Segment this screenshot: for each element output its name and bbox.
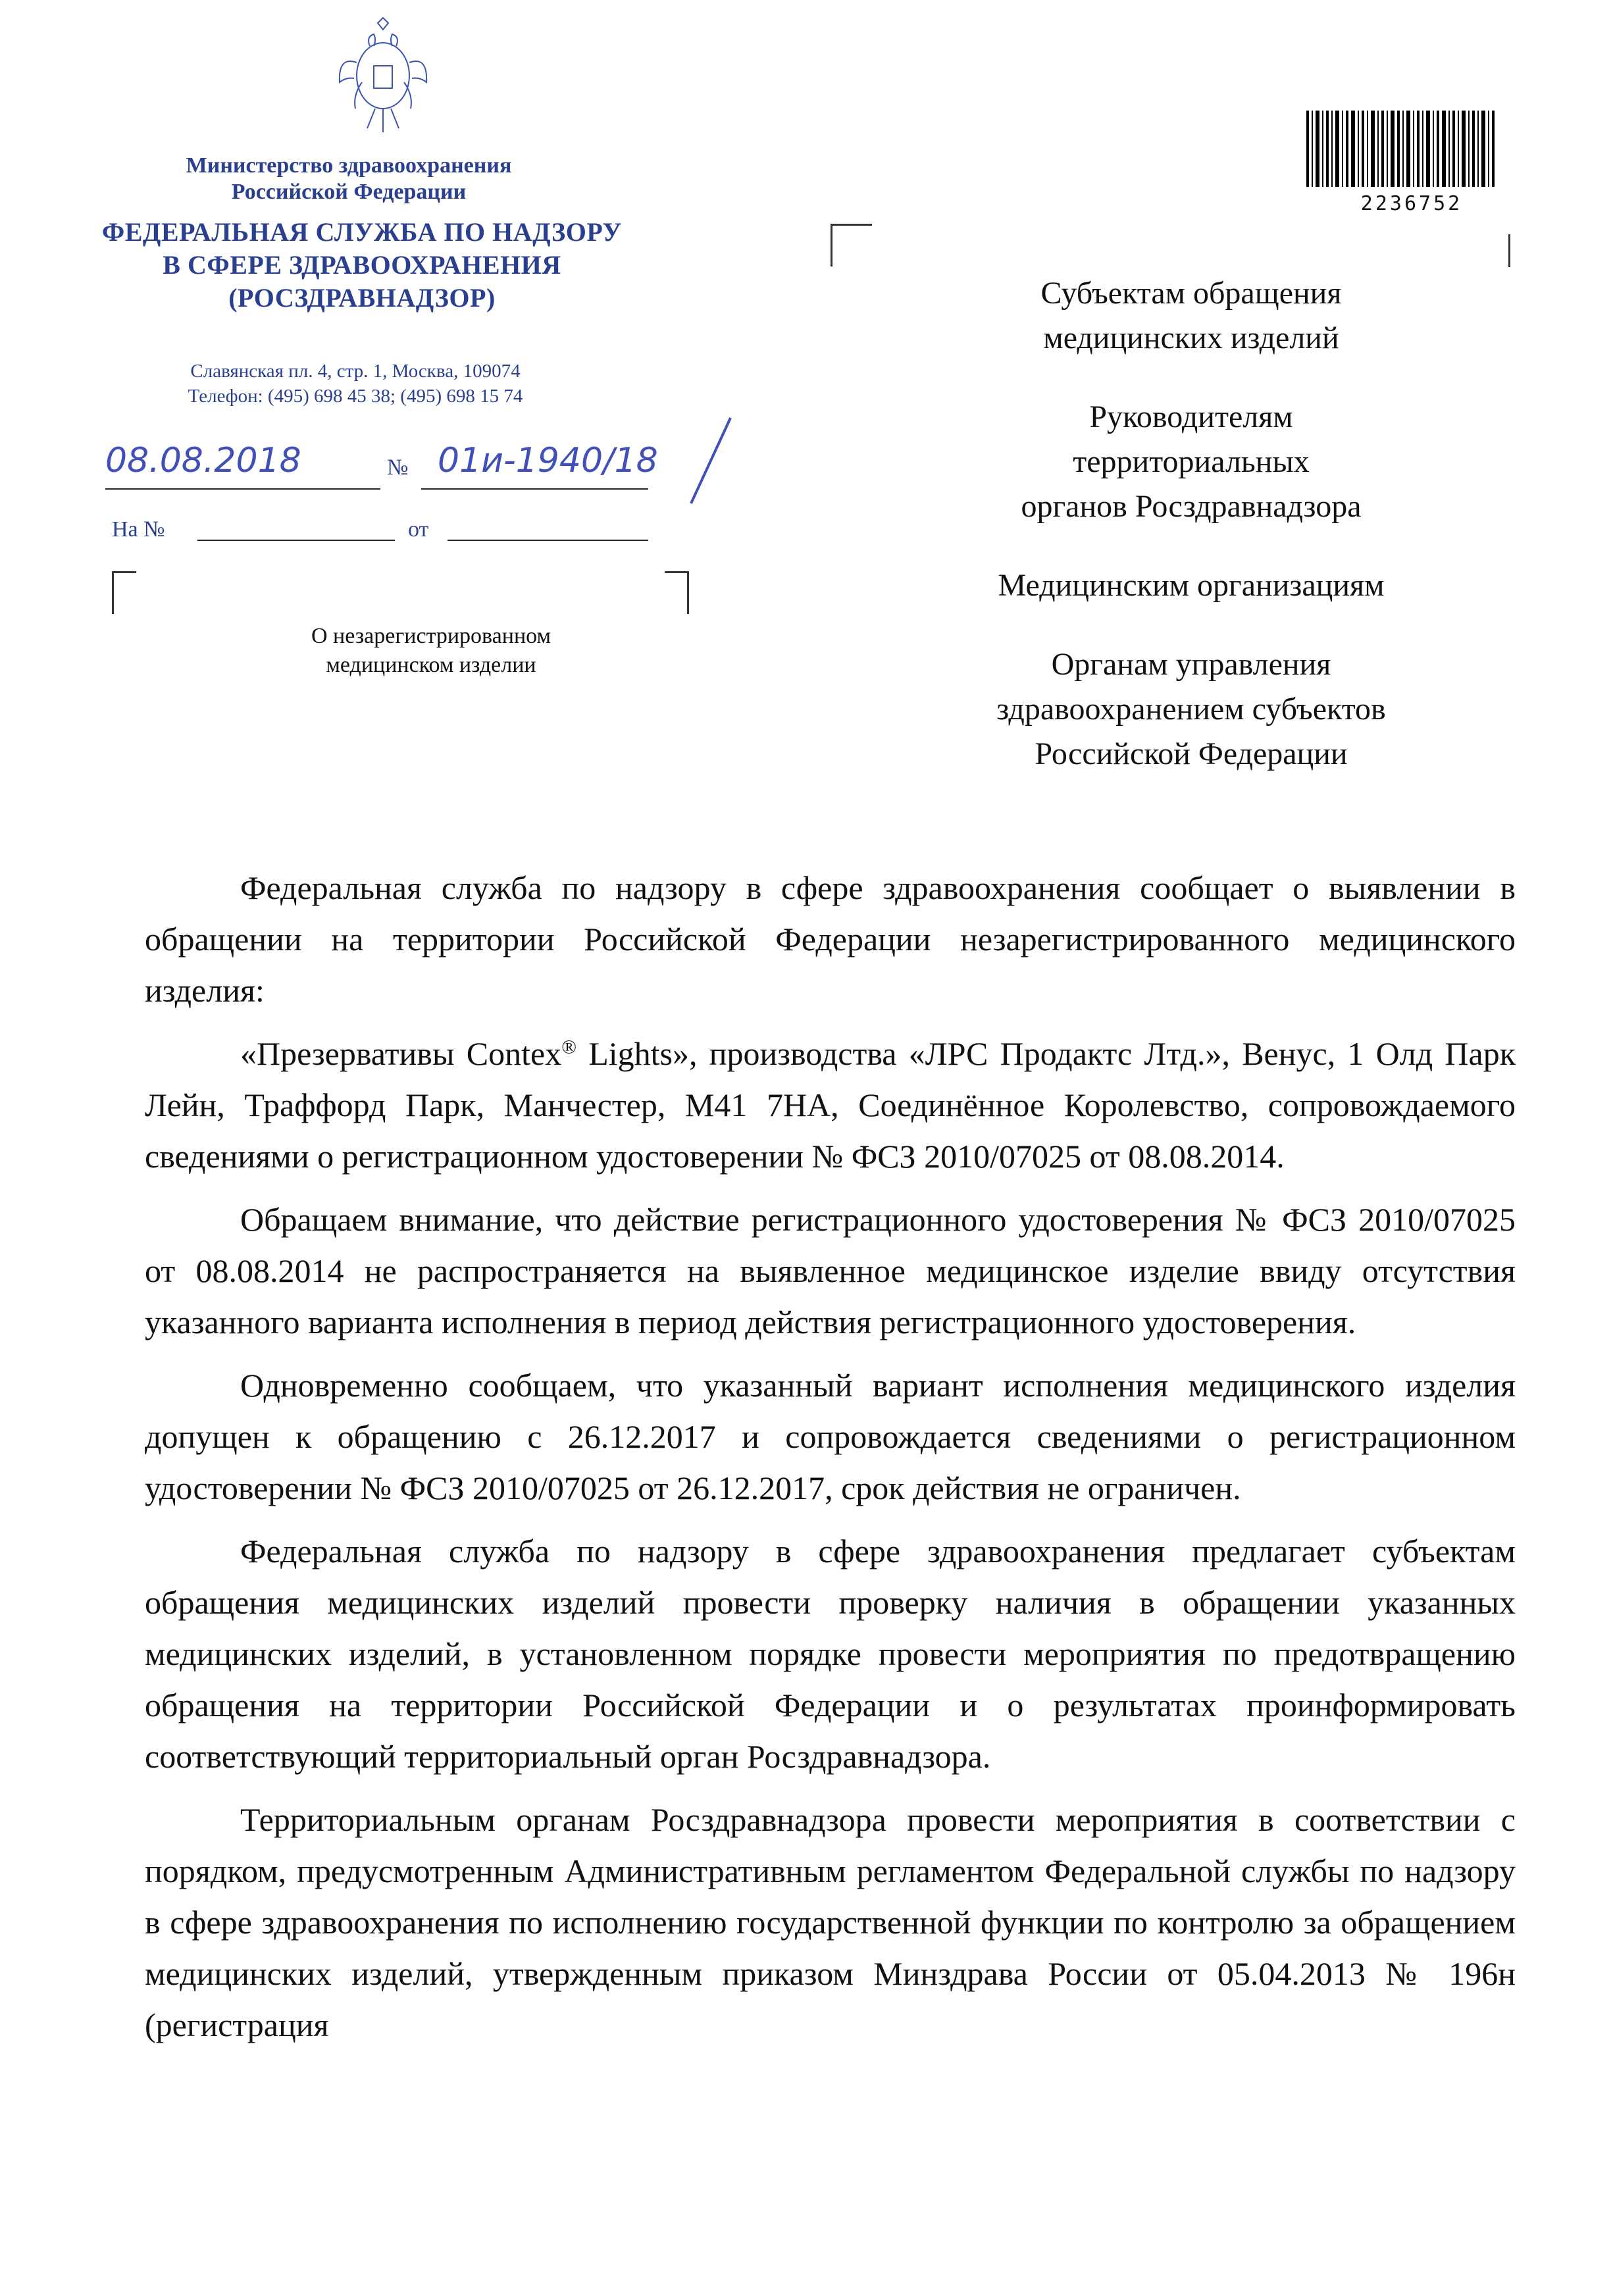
reply-to-label: На № [112,517,165,542]
service-name: ФЕДЕРАЛЬНАЯ СЛУЖБА ПО НАДЗОРУ В СФЕРЕ ЗДРАВООХРАНЕНИЯ (РОСЗДРАВНАДЗОР) [101,217,623,313]
recipient-group: Медицинским организациям [998,568,1385,603]
letter-date-number [105,434,763,494]
recipient-bracket-right [1508,234,1510,267]
body-paragraph: Федеральная служба по надзору в сфере здравоохранения предлагает субъектам обращения медицинских изделий провести проверку наличия в обращении указанных медицинских изделий, в установленном порядке провести мероприятия по предотвращению обращения на территории Российской Федерации и о результатах проинформировать соответствующий территориальный орган Росздравнадзора. [145,1533,1516,1775]
recipients-block [921,271,1461,811]
ministry-name: Министерство здравоохранения Российской Федерации [186,153,512,204]
recipient-group: Органам управления здравоохранением субъектов Российской Федерации [996,647,1386,771]
coat-of-arms-emblem [336,16,431,138]
body-paragraph: Территориальным органам Росздравнадзора провести мероприятия в соответствии с порядком, предусмотренным Административным регламентом Федеральной службы по надзору в сфере здравоохранения по исполнению государственной функции по контролю за обращением медицинских изделий, утвержденным приказом Минздрава России от 05.04.2013 № 196н (регистрация [145,1801,1516,2043]
service-address: Славянская пл. 4, стр. 1, Москва, 109074 Телефон: (495) 698 45 38; (495) 698 15 74 [188,361,523,407]
recipient-group: Субъектам обращения медицинских изделий [1040,276,1342,355]
body-paragraph: Одновременно сообщаем, что указанный вариант исполнения медицинского изделия допущен к обращению с 26.12.2017 и сопровождается сведениями о регистрационном удостоверении № ФСЗ 2010/07025 от 26.12.2017, срок действия не ограничен. [145,1367,1516,1506]
body-paragraph: Федеральная служба по надзору в сфере здравоохранения сообщает о выявлении в обращении на территории Российской Федерации незарегистрированного медицинского изделия: [145,869,1516,1009]
recipient-bracket-left [831,224,872,267]
number-label: № [387,455,409,480]
body-paragraph: «Презервативы Contex® Lights», производства «ЛРС Продактс Лтд.», Венус, 1 Олд Парк Лейн, Траффорд Парк, Манчестер, М41 7НА, Соединённое Королевство, сопровождаемого сведениями о регистрационном удостоверении № ФСЗ 2010/07025 от 08.08.2014. [145,1035,1516,1175]
letter-number: 01и-1940/18 [438,441,658,480]
barcode [1306,111,1497,187]
letter-body [145,862,1516,2062]
body-paragraph: Обращаем внимание, что действие регистрационного удостоверения № ФСЗ 2010/07025 от 08.08.2014 не распространяется на выявленное медицинское изделие ввиду отсутствия указанного варианта исполнения в период действия регистрационного удостоверения. [145,1201,1516,1340]
subject-bracket-left [112,571,136,614]
handwritten-slash [684,415,737,507]
reply-reference [105,513,698,546]
subject-bracket-right [665,571,689,614]
letter-date: 08.08.2018 [105,441,301,480]
recipient-group: Руководителям территориальных органов Росздравнадзора [1021,399,1362,524]
letter-subject: О незарегистрированном медицинском изделии [311,624,551,677]
barcode-number: 2236752 [1360,192,1463,215]
from-label: от [408,517,429,542]
